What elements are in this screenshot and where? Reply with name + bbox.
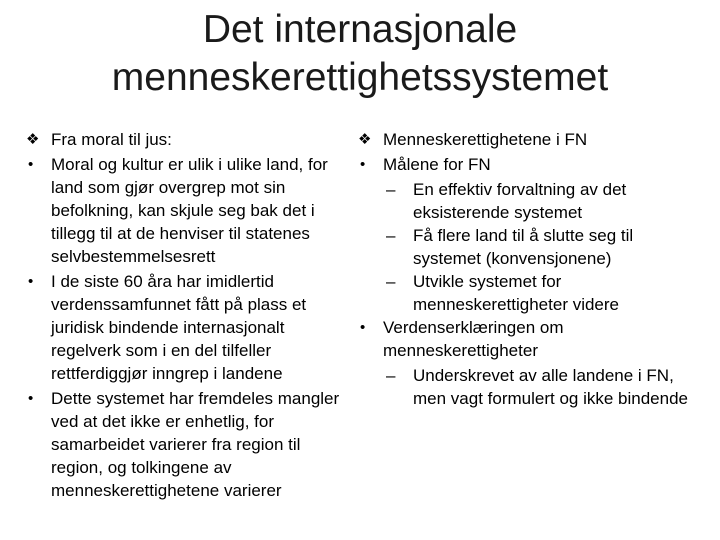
list-item-text: Verdenserklæringen om menneskerettigheter [383, 318, 564, 360]
bullet-dot-icon: • [360, 319, 366, 336]
list-item-text: Dette systemet har fremdeles mangler ved at det ikke er enhetlig, for samarbeidet varierer fra region til region, og tolkingene av menneskerettighetene varierer [51, 389, 340, 500]
bullet-dot-icon: • [360, 156, 366, 173]
list-item [24, 387, 346, 502]
sub-list-item [356, 224, 700, 270]
list-item [24, 153, 346, 268]
sub-list-item [356, 270, 700, 316]
sub-list-item-text: Utvikle systemet for menneskerettigheter videre [413, 272, 620, 314]
left-column [24, 128, 346, 504]
list-item [356, 316, 700, 362]
sub-list-item-text: En effektiv forvaltning av det eksisterende systemet [413, 180, 627, 222]
dash-bullet-icon: – [386, 180, 396, 199]
slide-title-line-1: Det internasjonale [202, 8, 518, 51]
list-item [24, 270, 346, 385]
bullet-dot-icon: • [28, 273, 34, 290]
list-item-text: I de siste 60 åra har imidlertid verdenssamfunnet fått på plass et juridisk bindende internasjonalt regelverk som i en del tilfeller rettferdiggjør inngrep i landene [51, 272, 307, 383]
diamond-bullet-icon: ❖ [26, 131, 40, 148]
bullet-dot-icon: • [28, 156, 34, 173]
list-item-text: Målene for FN [383, 155, 491, 174]
left-heading [24, 128, 346, 151]
left-heading-text: Fra moral til jus: [51, 130, 172, 149]
sub-list-item [356, 364, 700, 410]
dash-bullet-icon: – [386, 272, 396, 291]
dash-bullet-icon: – [386, 226, 396, 245]
slide-title [0, 6, 720, 102]
right-heading-text: Menneskerettighetene i FN [383, 130, 588, 149]
list-item [356, 153, 700, 176]
sub-list-item [356, 178, 700, 224]
sub-list-item-text: Underskrevet av alle landene i FN, men vagt formulert og ikke bindende [413, 366, 688, 408]
diamond-bullet-icon: ❖ [358, 131, 372, 148]
sub-list-item-text: Få flere land til å slutte seg til systemet (konvensjonene) [413, 226, 634, 268]
bullet-dot-icon: • [28, 390, 34, 407]
right-column [356, 128, 700, 410]
slide-title-line-2: menneskerettighetssystemet [111, 56, 609, 99]
dash-bullet-icon: – [386, 366, 396, 385]
list-item-text: Moral og kultur er ulik i ulike land, for land som gjør overgrep mot sin befolkning, kan skjule seg bak det i tillegg til at de henviser til statenes selvbestemmelsesrett [51, 155, 328, 266]
right-heading [356, 128, 700, 151]
